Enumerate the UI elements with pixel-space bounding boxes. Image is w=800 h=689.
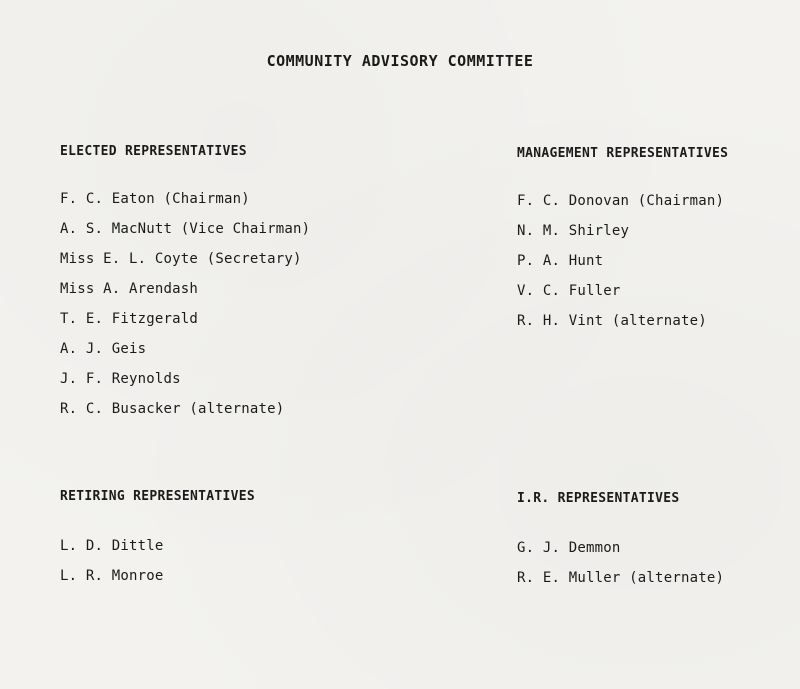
list-item: F. C. Donovan (Chairman): [517, 193, 725, 209]
list-item: G. J. Demmon: [517, 540, 621, 556]
list-item: Miss A. Arendash: [60, 281, 199, 297]
section-heading: RETIRING REPRESENTATIVES: [60, 489, 256, 504]
list-item: L. D. Dittle: [60, 538, 164, 554]
list-item: P. A. Hunt: [517, 253, 604, 269]
ir-representatives-section: [517, 489, 724, 593]
list-item: R. H. Vint (alternate): [517, 313, 707, 329]
list-item: N. M. Shirley: [517, 223, 630, 239]
retiring-representatives-section: [60, 487, 255, 591]
section-heading: I.R. REPRESENTATIVES: [517, 491, 680, 506]
section-heading: ELECTED REPRESENTATIVES: [60, 144, 247, 159]
list-item: L. R. Monroe: [60, 568, 164, 584]
list-item: J. F. Reynolds: [60, 371, 181, 387]
member-list: [60, 184, 310, 424]
list-item: V. C. Fuller: [517, 283, 621, 299]
member-list: [60, 531, 255, 591]
page-title: COMMUNITY ADVISORY COMMITTEE: [266, 52, 534, 70]
list-item: A. J. Geis: [60, 341, 147, 357]
list-item: F. C. Eaton (Chairman): [60, 191, 250, 207]
list-item: R. E. Muller (alternate): [517, 570, 725, 586]
member-list: [517, 186, 728, 336]
management-representatives-section: [517, 144, 728, 336]
list-item: T. E. Fitzgerald: [60, 311, 199, 327]
list-item: Miss E. L. Coyte (Secretary): [60, 251, 302, 267]
elected-representatives-section: [60, 142, 310, 424]
section-heading: MANAGEMENT REPRESENTATIVES: [517, 146, 729, 161]
member-list: [517, 533, 724, 593]
list-item: R. C. Busacker (alternate): [60, 401, 285, 417]
list-item: A. S. MacNutt (Vice Chairman): [60, 221, 311, 237]
